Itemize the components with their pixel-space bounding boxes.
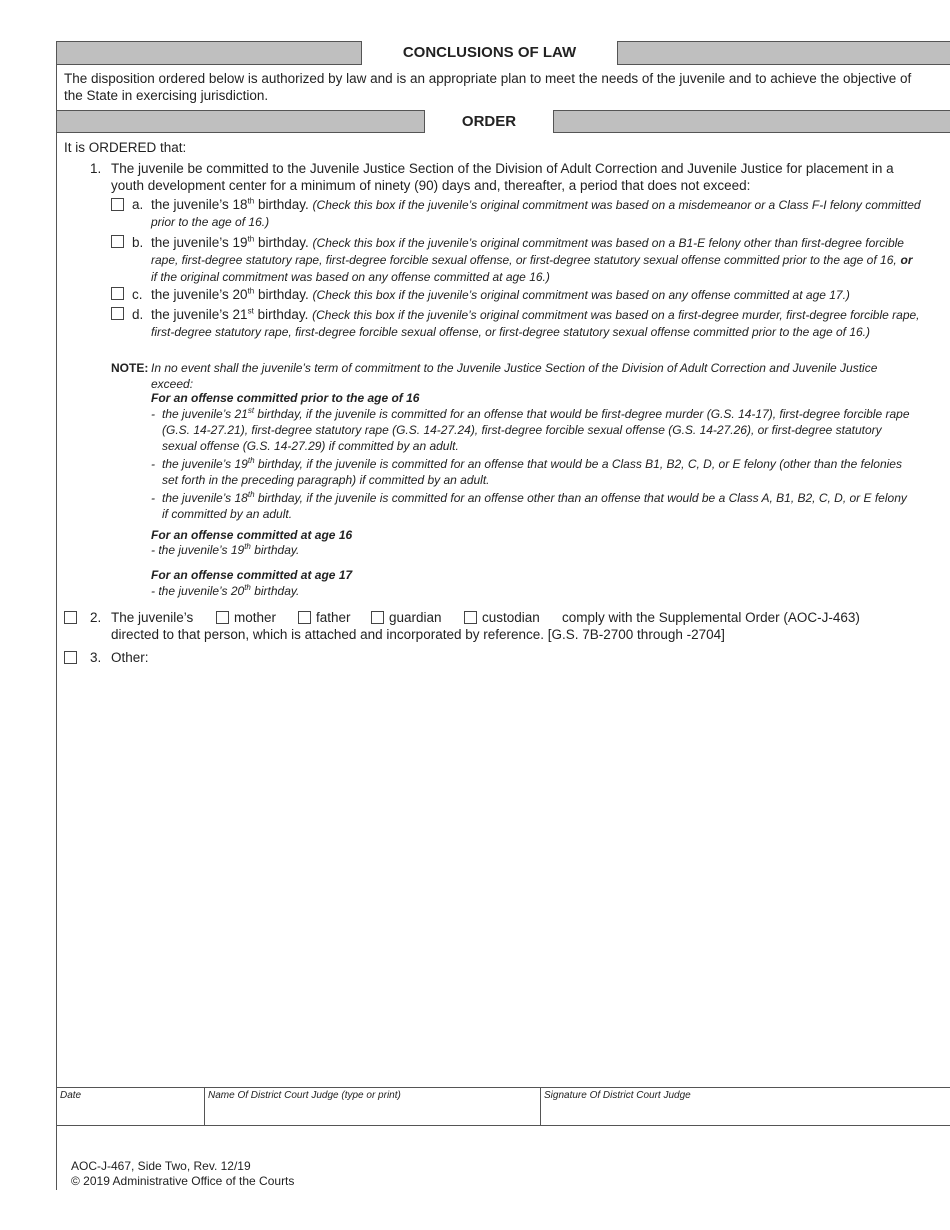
item2-line2: directed to that person, which is attached and incorporated by reference. [G.S. 7B-2700 through -2704]: [111, 627, 725, 642]
option-d-letter: d.: [132, 307, 144, 322]
note-text: In no event shall the juvenile’s term of commitment to the Juvenile Justice Section of the Division of Adult Correction and Juvenile Justice exceed:: [151, 361, 878, 391]
item1-number: 1.: [90, 161, 102, 176]
guardian-label: guardian: [389, 610, 442, 625]
under16-item-3: the juvenile’s 18th birthday, if the juvenile is committed for an offense other than an offense that would be a Class A, B1, B2, C, D, or E felony if committed by an adult.: [162, 490, 907, 521]
judge-name-field[interactable]: [208, 1103, 536, 1123]
age16-heading: For an offense committed at age 16: [151, 528, 353, 542]
father-checkbox[interactable]: [298, 611, 311, 624]
option-a-checkbox[interactable]: [111, 198, 124, 211]
option-a-letter: a.: [132, 197, 144, 212]
option-d-text: the juvenile’s 21st birthday. (Check this box if the juvenile’s original commitment was based on a first-degree murder, first-degree forcible rape, first-degree statutory rape, first-degree forcible sexual offense, or first-degree statutory sexual offense committed prior to the age of 16.): [151, 306, 920, 339]
mother-label: mother: [234, 610, 277, 625]
signature-divider-1: [204, 1087, 205, 1125]
form-id: AOC-J-467, Side Two, Rev. 12/19: [71, 1159, 251, 1173]
option-c-text: the juvenile’s 20th birthday. (Check this box if the juvenile’s original commitment was based on any offense committed at age 17.): [151, 286, 850, 302]
date-field[interactable]: [60, 1103, 200, 1123]
option-b-text: the juvenile’s 19th birthday. (Check this box if the juvenile’s original commitment was based on a B1-E felony other than first-degree forcible rape, first-degree statutory rape, first-degree forcible sexual offense, or first-degree statutory sexual offense committed prior to the age of 16, or if the original commitment was based on any offense committed at age 16.): [151, 234, 913, 284]
conclusions-text: The disposition ordered below is authorized by law and is an appropriate plan to meet the needs of the juvenile and to achieve the objective of the State in exercising jurisdiction.: [64, 71, 912, 103]
item3-checkbox[interactable]: [64, 651, 77, 664]
date-label: Date: [60, 1090, 82, 1101]
under16-dash-2: -: [151, 457, 155, 471]
option-a-text: the juvenile’s 18th birthday. (Check this box if the juvenile’s original commitment was based on a misdemeanor or a Class F-I felony committed prior to the age of 16.): [151, 196, 921, 229]
order-intro: It is ORDERED that:: [64, 140, 187, 155]
age17-item: - the juvenile’s 20th birthday.: [151, 583, 300, 598]
note-label: NOTE:: [111, 361, 149, 375]
under16-dash-3: -: [151, 491, 155, 505]
other-text-area[interactable]: [160, 668, 920, 1068]
judge-signature-field[interactable]: [544, 1103, 944, 1123]
item3-number: 3.: [90, 650, 102, 665]
under16-item-1: the juvenile’s 21st birthday, if the juvenile is committed for an offense that would be first-degree murder (G.S. 14-17), first-degree forcible rape (G.S. 14-27.21), first-degree statutory rape (G.S. 14-27.24), first-degree forcible sexual offense (G.S. 14-27.26), or first-degree statutory sexual offense (G.S. 14-27.29) if committed by an adult.: [162, 406, 910, 453]
option-b-letter: b.: [132, 235, 144, 250]
signature-divider-2: [540, 1087, 541, 1125]
under16-dash-1: -: [151, 407, 155, 421]
item3-label: Other:: [111, 650, 149, 665]
under16-heading: For an offense committed prior to the age of 16: [151, 391, 420, 405]
item1-text: The juvenile be committed to the Juvenile Justice Section of the Division of Adult Correction and Juvenile Justice for placement in a youth development center for a minimum of ninety (90) days and, thereafter, a period that does not exceed:: [111, 161, 894, 193]
signature-top-rule: [57, 1087, 950, 1088]
signature-bottom-rule: [57, 1125, 950, 1126]
item2-number: 2.: [90, 610, 102, 625]
item2-lead: The juvenile’s: [111, 610, 194, 625]
age16-item: - the juvenile’s 19th birthday.: [151, 542, 300, 557]
mother-checkbox[interactable]: [216, 611, 229, 624]
item2-checkbox[interactable]: [64, 611, 77, 624]
conclusions-title: CONCLUSIONS OF LAW: [361, 41, 618, 65]
order-title: ORDER: [424, 110, 554, 133]
copyright: © 2019 Administrative Office of the Courts: [71, 1174, 295, 1188]
judge-name-label: Name Of District Court Judge (type or print): [208, 1090, 401, 1101]
age17-heading: For an offense committed at age 17: [151, 568, 353, 582]
judge-signature-label: Signature Of District Court Judge: [544, 1090, 691, 1101]
option-c-letter: c.: [132, 287, 143, 302]
guardian-checkbox[interactable]: [371, 611, 384, 624]
option-b-checkbox[interactable]: [111, 235, 124, 248]
item2-tail: comply with the Supplemental Order (AOC-J-463): [562, 610, 860, 625]
father-label: father: [316, 610, 351, 625]
option-d-checkbox[interactable]: [111, 307, 124, 320]
option-c-checkbox[interactable]: [111, 287, 124, 300]
custodian-label: custodian: [482, 610, 540, 625]
under16-item-2: the juvenile’s 19th birthday, if the juvenile is committed for an offense that would be a Class B1, B2, C, D, or E felony (other than the felonies set forth in the preceding paragraph) if committed by an adult.: [162, 456, 902, 487]
custodian-checkbox[interactable]: [464, 611, 477, 624]
